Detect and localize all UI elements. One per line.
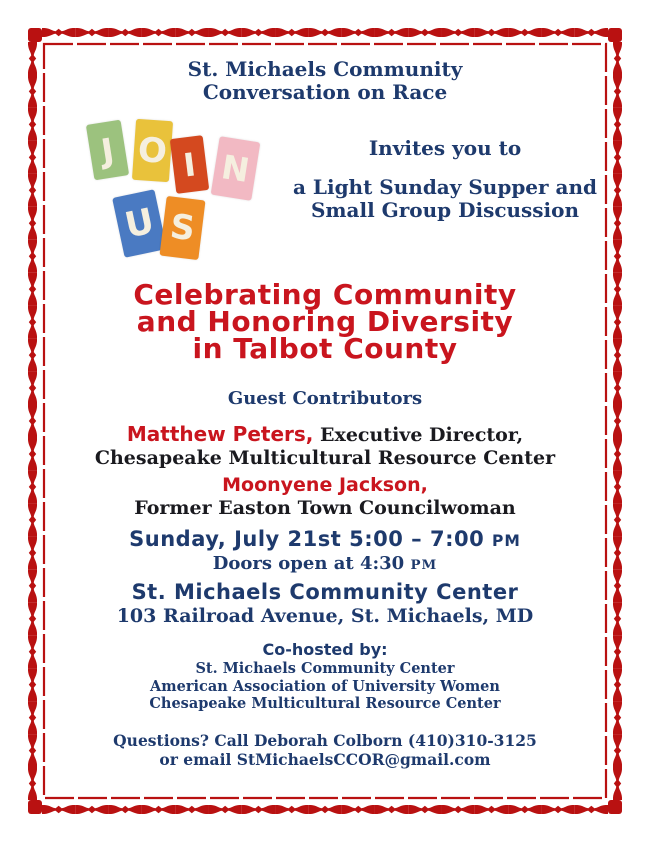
contributor-peters [0, 423, 650, 470]
tile-letter: U [121, 200, 158, 247]
venue-name: St. Michaels Community Center [131, 580, 519, 604]
host-item: American Association of University Women [150, 677, 500, 695]
event-datetime [0, 527, 650, 551]
event-datetime-text: Sunday, July 21st 5:00 – 7:00 [129, 527, 493, 551]
join-tile-s [159, 196, 205, 260]
contributor-org: Chesapeake Multicultural Resource Center [94, 447, 556, 469]
contributor-name: Moonyene Jackson, [222, 474, 428, 496]
header-line1: St. Michaels Community [187, 57, 463, 81]
tile-letter: O [136, 129, 169, 172]
join-tile-i [170, 135, 209, 194]
venue-address: 103 Railroad Avenue, St. Michaels, MD [116, 605, 534, 627]
contributor-name: Matthew Peters, [126, 422, 314, 446]
border-corner-br [608, 800, 622, 814]
header-line2: Conversation on Race [202, 80, 448, 104]
contact-info [0, 731, 650, 769]
hosts-list [0, 660, 650, 713]
title-line2: and Honoring Diversity [136, 305, 514, 338]
border-corner-tl [28, 28, 42, 42]
contributor-role: Executive Director, [313, 424, 524, 446]
tile-letter: I [181, 144, 198, 185]
host-item: Chesapeake Multicultural Resource Center [149, 695, 501, 712]
contributor-jackson [0, 474, 650, 520]
doors-open [0, 553, 650, 574]
contact-email-line: or email StMichaelsCCOR@gmail.com [159, 750, 491, 769]
doors-open-text: Doors open at 4:30 [212, 553, 411, 574]
contact-phone-line: Questions? Call Deborah Colborn (410)310-3125 [113, 731, 537, 750]
contributor-role: Former Easton Town Councilwoman [134, 497, 516, 519]
cohosted-heading: Co-hosted by: [262, 640, 388, 659]
invite-line1: Invites you to [368, 136, 522, 160]
doors-open-meridiem: PM [410, 557, 438, 573]
border-corner-tr [608, 28, 622, 42]
event-datetime-meridiem: PM [492, 532, 521, 550]
tile-letter: J [98, 129, 117, 171]
join-tile-o [132, 119, 173, 182]
host-item: St. Michaels Community Center [195, 660, 455, 677]
title-line1: Celebrating Community [133, 278, 517, 311]
tile-letter: S [167, 206, 198, 250]
header [0, 58, 650, 104]
tile-letter: N [218, 147, 253, 190]
border-corner-bl [28, 800, 42, 814]
title-line3: in Talbot County [192, 332, 458, 365]
guest-contributors-heading: Guest Contributors [227, 388, 423, 409]
invite-line2: a Light Sunday Supper and [292, 175, 598, 199]
main-title [0, 278, 650, 365]
invitation-text [288, 137, 602, 222]
invite-line3: Small Group Discussion [310, 198, 580, 222]
